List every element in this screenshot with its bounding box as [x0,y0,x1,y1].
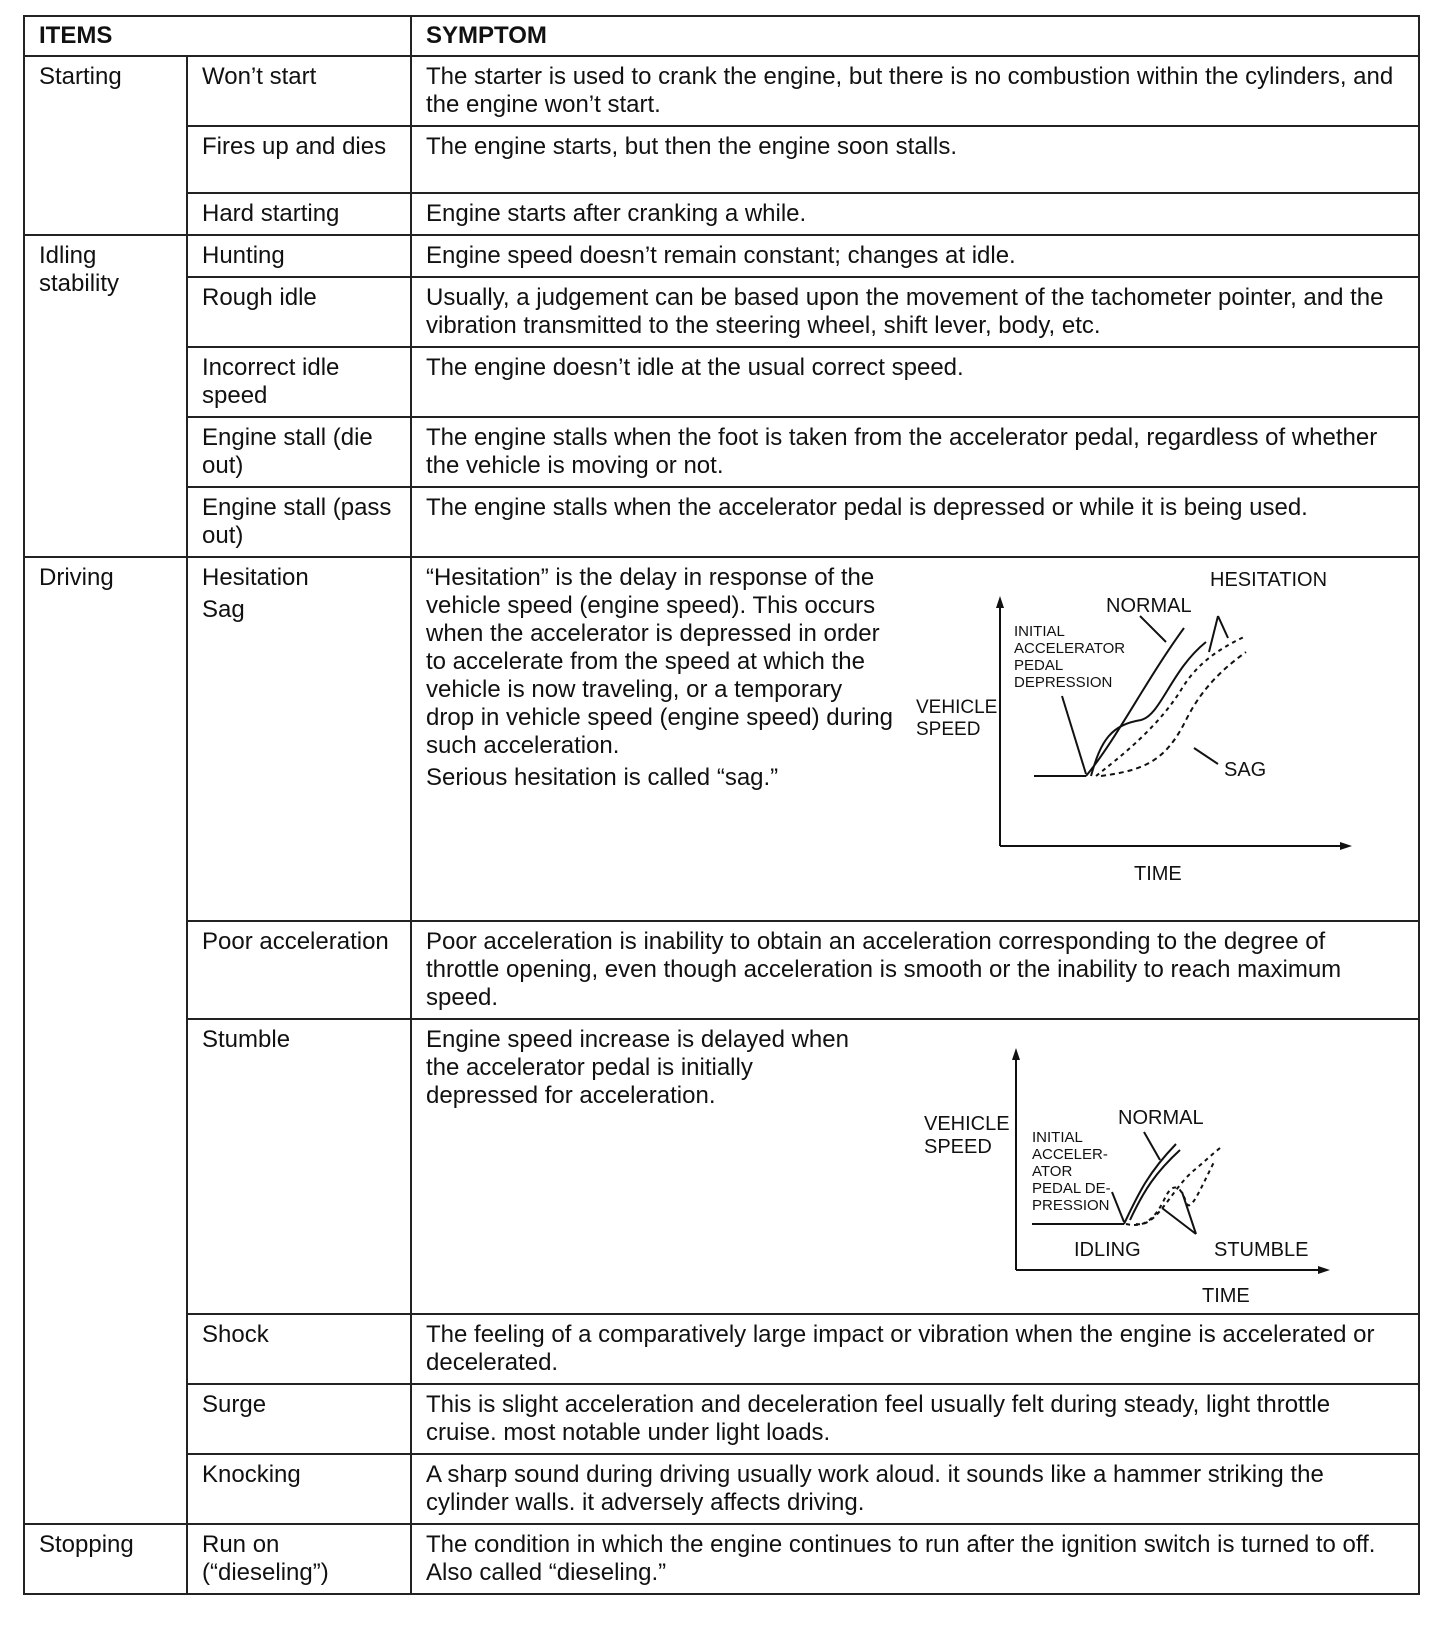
y-axis-arrow-icon [996,596,1004,608]
y-axis-arrow-icon [1012,1048,1020,1060]
hesitation-dashed-curve [1096,636,1246,776]
hesitation-description: “Hesitation” is the delay in response of the vehicle speed (engine speed). This occurs when the accelerator is depressed in order to accelerate from the speed at which the vehicle is now traveling, or a temporary drop in vehicle speed (engine speed) during such acceleration. [426,564,893,759]
initial-label-1: INITIAL [1032,1129,1083,1146]
table-row [24,1524,1419,1594]
table-row [24,235,1419,277]
item-knocking: Knocking [187,1454,411,1524]
category-stopping: Stopping [24,1524,187,1594]
x-label: TIME [1202,1285,1250,1307]
table-row [24,126,1419,193]
normal-pointer [1144,1132,1160,1160]
x-axis-arrow-icon [1318,1266,1330,1274]
symptom-hunting: Engine speed doesn’t remain constant; changes at idle. [411,235,1419,277]
item-run-on: Run on (“dieseling”) [187,1524,411,1594]
sag-description: Serious hesitation is called “sag.” [426,764,779,791]
x-label: TIME [1134,863,1182,885]
symptom-shock: The feeling of a comparatively large impact or vibration when the engine is accelerated or decelerated. [411,1314,1419,1384]
header-items: ITEMS [24,16,411,56]
item-stumble: Stumble [187,1019,411,1314]
symptom-incorrect-idle: The engine doesn’t idle at the usual correct speed. [411,347,1419,417]
x-axis-arrow-icon [1340,842,1352,850]
symptom-hesitation [411,557,1419,921]
symptom-stall-pass: The engine stalls when the accelerator pedal is depressed or while it is being used. [411,487,1419,557]
item-sag-label: Sag [202,596,245,623]
initial-label-2: ACCELER- [1032,1146,1108,1163]
initial-pointer [1112,1192,1124,1222]
item-hesitation [187,557,411,921]
normal-curve-2 [1130,1150,1180,1220]
stumble-description: Engine speed increase is delayed when the accelerator pedal is initially depressed for acceleration. [426,1026,849,1109]
hesitation-label: HESITATION [1210,570,1328,591]
table-row [24,1454,1419,1524]
symptom-stumble [411,1019,1419,1314]
header-row [24,16,1419,56]
item-shock: Shock [187,1314,411,1384]
symptom-table [23,15,1420,1595]
symptom-poor-accel: Poor acceleration is inability to obtain an acceleration corresponding to the degree of throttle opening, even though acceleration is smooth or the inability to reach maximum speed. [411,921,1419,1019]
item-stall-die: Engine stall (die out) [187,417,411,487]
sag-pointer [1194,748,1218,764]
table-row [24,557,1419,921]
category-idling: Idling stability [24,235,187,557]
symptom-fires-up: The engine starts, but then the engine soon stalls. [411,126,1419,193]
initial-label-2: ACCELERATOR [1014,640,1126,657]
initial-label-4: PEDAL DE- [1032,1180,1111,1197]
symptom-hard-starting: Engine starts after cranking a while. [411,193,1419,235]
table-row [24,347,1419,417]
idling-label: IDLING [1074,1239,1141,1261]
category-starting: Starting [24,56,187,235]
symptom-knocking: A sharp sound during driving usually work aloud. it sounds like a hammer striking the cylinder walls. it adversely affects driving. [411,1454,1419,1524]
item-rough-idle: Rough idle [187,277,411,347]
table-row [24,193,1419,235]
stumble-graph [924,1032,1374,1312]
normal-pointer [1140,616,1166,642]
initial-label-4: DEPRESSION [1014,674,1113,691]
item-stall-pass: Engine stall (pass out) [187,487,411,557]
initial-label-1: INITIAL [1014,623,1065,640]
symptom-wont-start: The starter is used to crank the engine, but there is no combustion within the cylinders, and the engine won’t start. [411,56,1419,126]
item-surge: Surge [187,1384,411,1454]
initial-label-3: PEDAL [1014,657,1064,674]
hesitation-curve [1091,642,1206,776]
table-row [24,417,1419,487]
symptom-run-on: The condition in which the engine continues to run after the ignition switch is turned to off. Also called “dieseling.” [411,1524,1419,1594]
item-fires-up: Fires up and dies [187,126,411,193]
initial-label-3: ATOR [1032,1163,1073,1180]
symptom-surge: This is slight acceleration and deceleration feel usually felt during steady, light throttle cruise. most notable under light loads. [411,1384,1419,1454]
symptom-rough-idle: Usually, a judgement can be based upon the movement of the tachometer pointer, and the vibration transmitted to the steering wheel, shift lever, body, etc. [411,277,1419,347]
item-hunting: Hunting [187,235,411,277]
y-label-1: VEHICLE [916,697,998,718]
sag-label: SAG [1224,759,1267,781]
hesitation-pointer [1209,616,1218,652]
initial-pointer [1062,696,1086,774]
y-label-2: SPEED [916,719,981,740]
item-hard-starting: Hard starting [187,193,411,235]
normal-label: NORMAL [1106,595,1192,617]
normal-label: NORMAL [1118,1107,1204,1129]
item-incorrect-idle: Incorrect idle speed [187,347,411,417]
header-symptom: SYMPTOM [411,16,1419,56]
table-row [24,1314,1419,1384]
sag-curve [1101,652,1246,776]
stumble-label: STUMBLE [1214,1239,1309,1261]
item-hesitation-label: Hesitation [202,564,309,591]
hesitation-graph [916,570,1376,890]
item-wont-start: Won’t start [187,56,411,126]
table-row [24,1384,1419,1454]
table-row [24,487,1419,557]
table-row [24,921,1419,1019]
table-row [24,56,1419,126]
table-row [24,277,1419,347]
category-driving: Driving [24,557,187,1524]
y-label-1: VEHICLE [924,1113,1010,1135]
table-row [24,1019,1419,1314]
item-poor-accel: Poor acceleration [187,921,411,1019]
symptom-stall-die: The engine stalls when the foot is taken from the accelerator pedal, regardless of whether the vehicle is moving or not. [411,417,1419,487]
hesitation-pointer [1218,616,1228,638]
initial-label-5: PRESSION [1032,1197,1110,1214]
y-label-2: SPEED [924,1136,992,1158]
